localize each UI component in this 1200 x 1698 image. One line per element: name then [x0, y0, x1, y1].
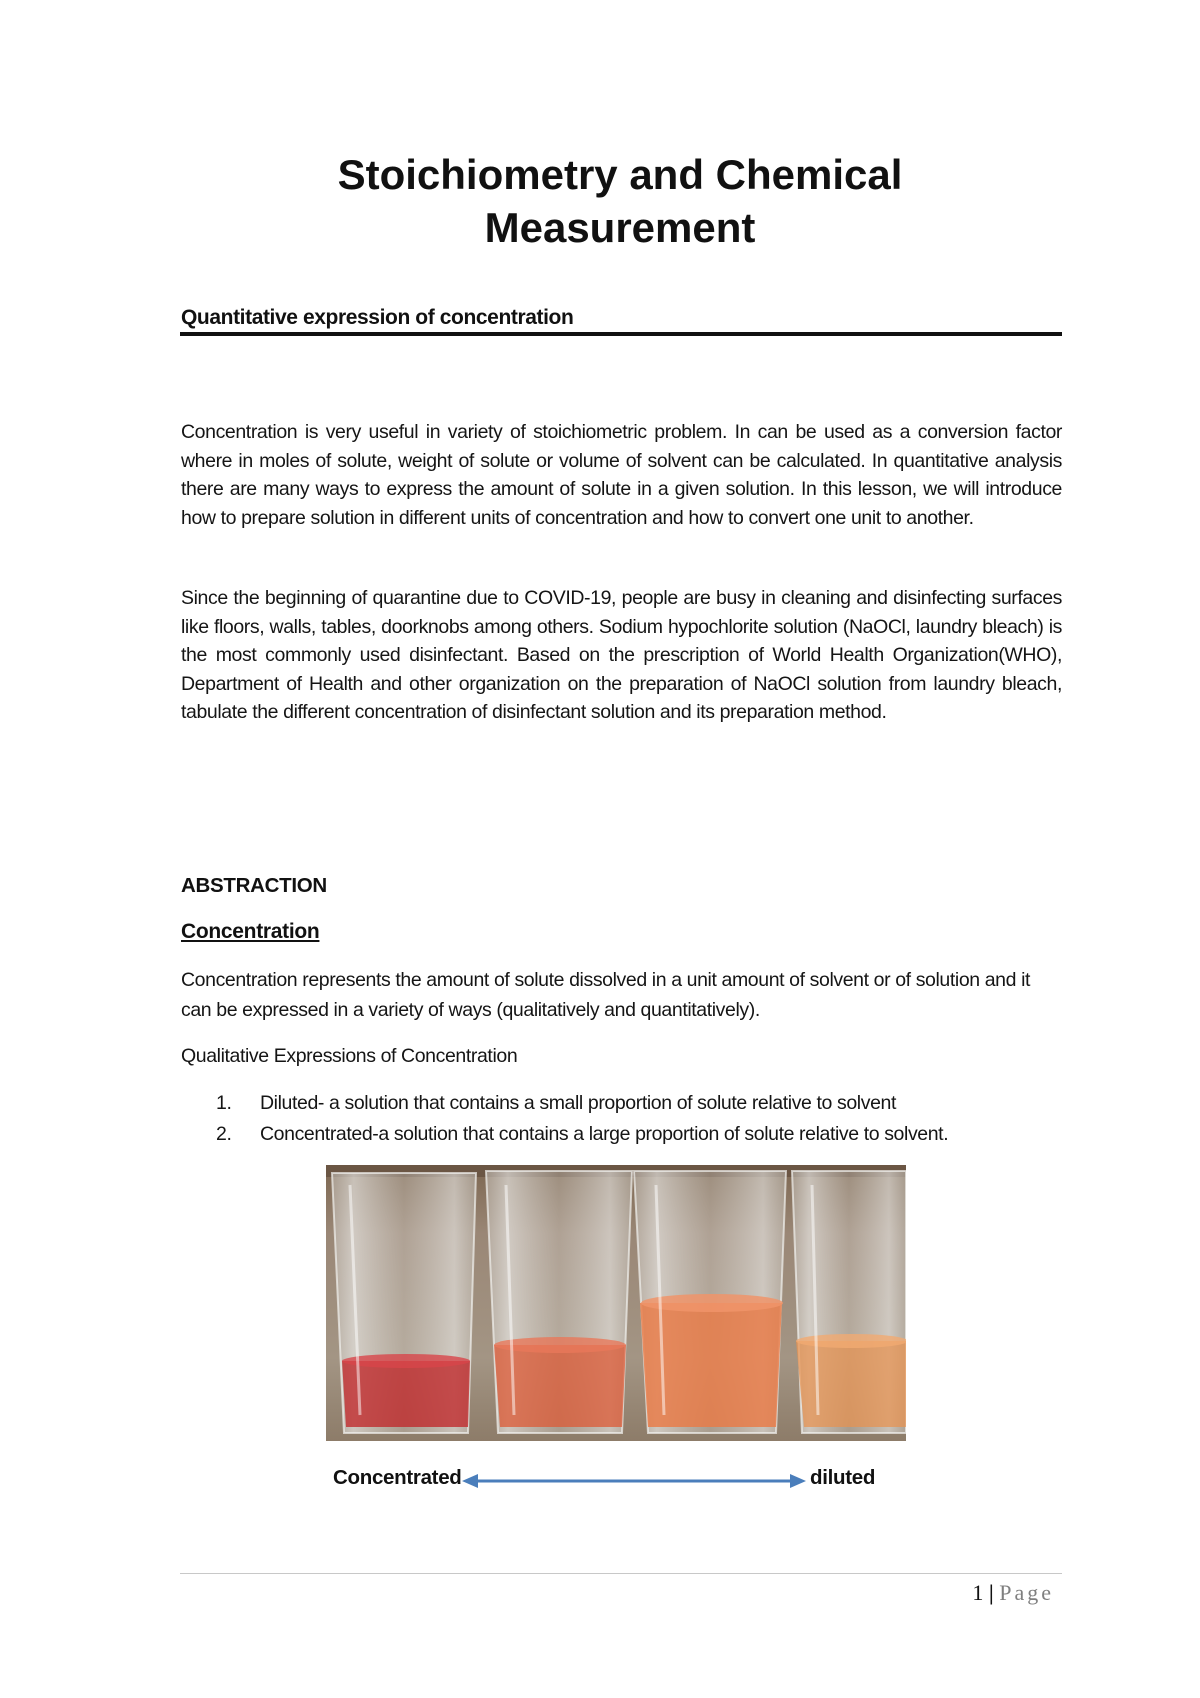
paragraph-intro: Concentration is very useful in variety of stoichiometric problem. In can be used as a conversion factor where in moles of solute, weight of solute or volume of solvent can be calculated. In quantitative analysis there are many ways to express the amount of solute in a given solution. In this lesson, we will introduce how to prepare solution in different units of concentration and how to convert one unit to another.: [181, 421, 1062, 529]
label-diluted: diluted: [810, 1466, 876, 1489]
label-concentrated: Concentrated: [333, 1466, 462, 1489]
footer-rule: [180, 1573, 1062, 1574]
double-arrow-icon: [462, 1466, 806, 1496]
qualitative-list: [216, 1088, 948, 1150]
page-number: 1: [972, 1580, 984, 1605]
list-item-text: Diluted- a solution that contains a small proportion of solute relative to solvent: [260, 1092, 896, 1114]
paragraph-concentration: Concentration represents the amount of solute dissolved in a unit amount of solvent or of solution and it can be expressed in a variety of ways (qualitatively and quantitatively).: [181, 969, 1031, 1021]
list-item-number: 2.: [216, 1123, 232, 1145]
list-item: [216, 1119, 948, 1150]
title-line-2: Measurement: [484, 204, 756, 251]
document-title: [180, 148, 1060, 254]
list-item: [216, 1088, 948, 1119]
list-item-text: Concentrated-a solution that contains a large proportion of solute relative to solvent.: [260, 1123, 949, 1145]
page-footer: [972, 1580, 1054, 1606]
abstraction-heading: ABSTRACTION: [181, 874, 327, 897]
title-line-1: Stoichiometry and Chemical: [337, 151, 903, 198]
paragraph-covid: Since the beginning of quarantine due to COVID-19, people are busy in cleaning and disinfecting surfaces like floors, walls, tables, doorknobs among others. Sodium hypochlorite solution (NaOCl, laundry bleach) is the most commonly used disinfectant. Based on the prescription of World Health Organization(WHO), Department of Health and other organization on the preparation of NaOCl solution from laundry bleach, tabulate the different concentration of disinfectant solution and its preparation method.: [181, 587, 1062, 723]
footer-separator: |: [988, 1580, 994, 1605]
heading-rule: [180, 332, 1062, 336]
concentration-heading: Concentration: [181, 920, 320, 943]
section-heading: Quantitative expression of concentration: [181, 306, 574, 329]
glasses-photo: [326, 1165, 906, 1441]
page-label: Page: [999, 1580, 1054, 1605]
qualitative-heading: Qualitative Expressions of Concentration: [181, 1045, 518, 1067]
list-item-number: 1.: [216, 1092, 232, 1114]
